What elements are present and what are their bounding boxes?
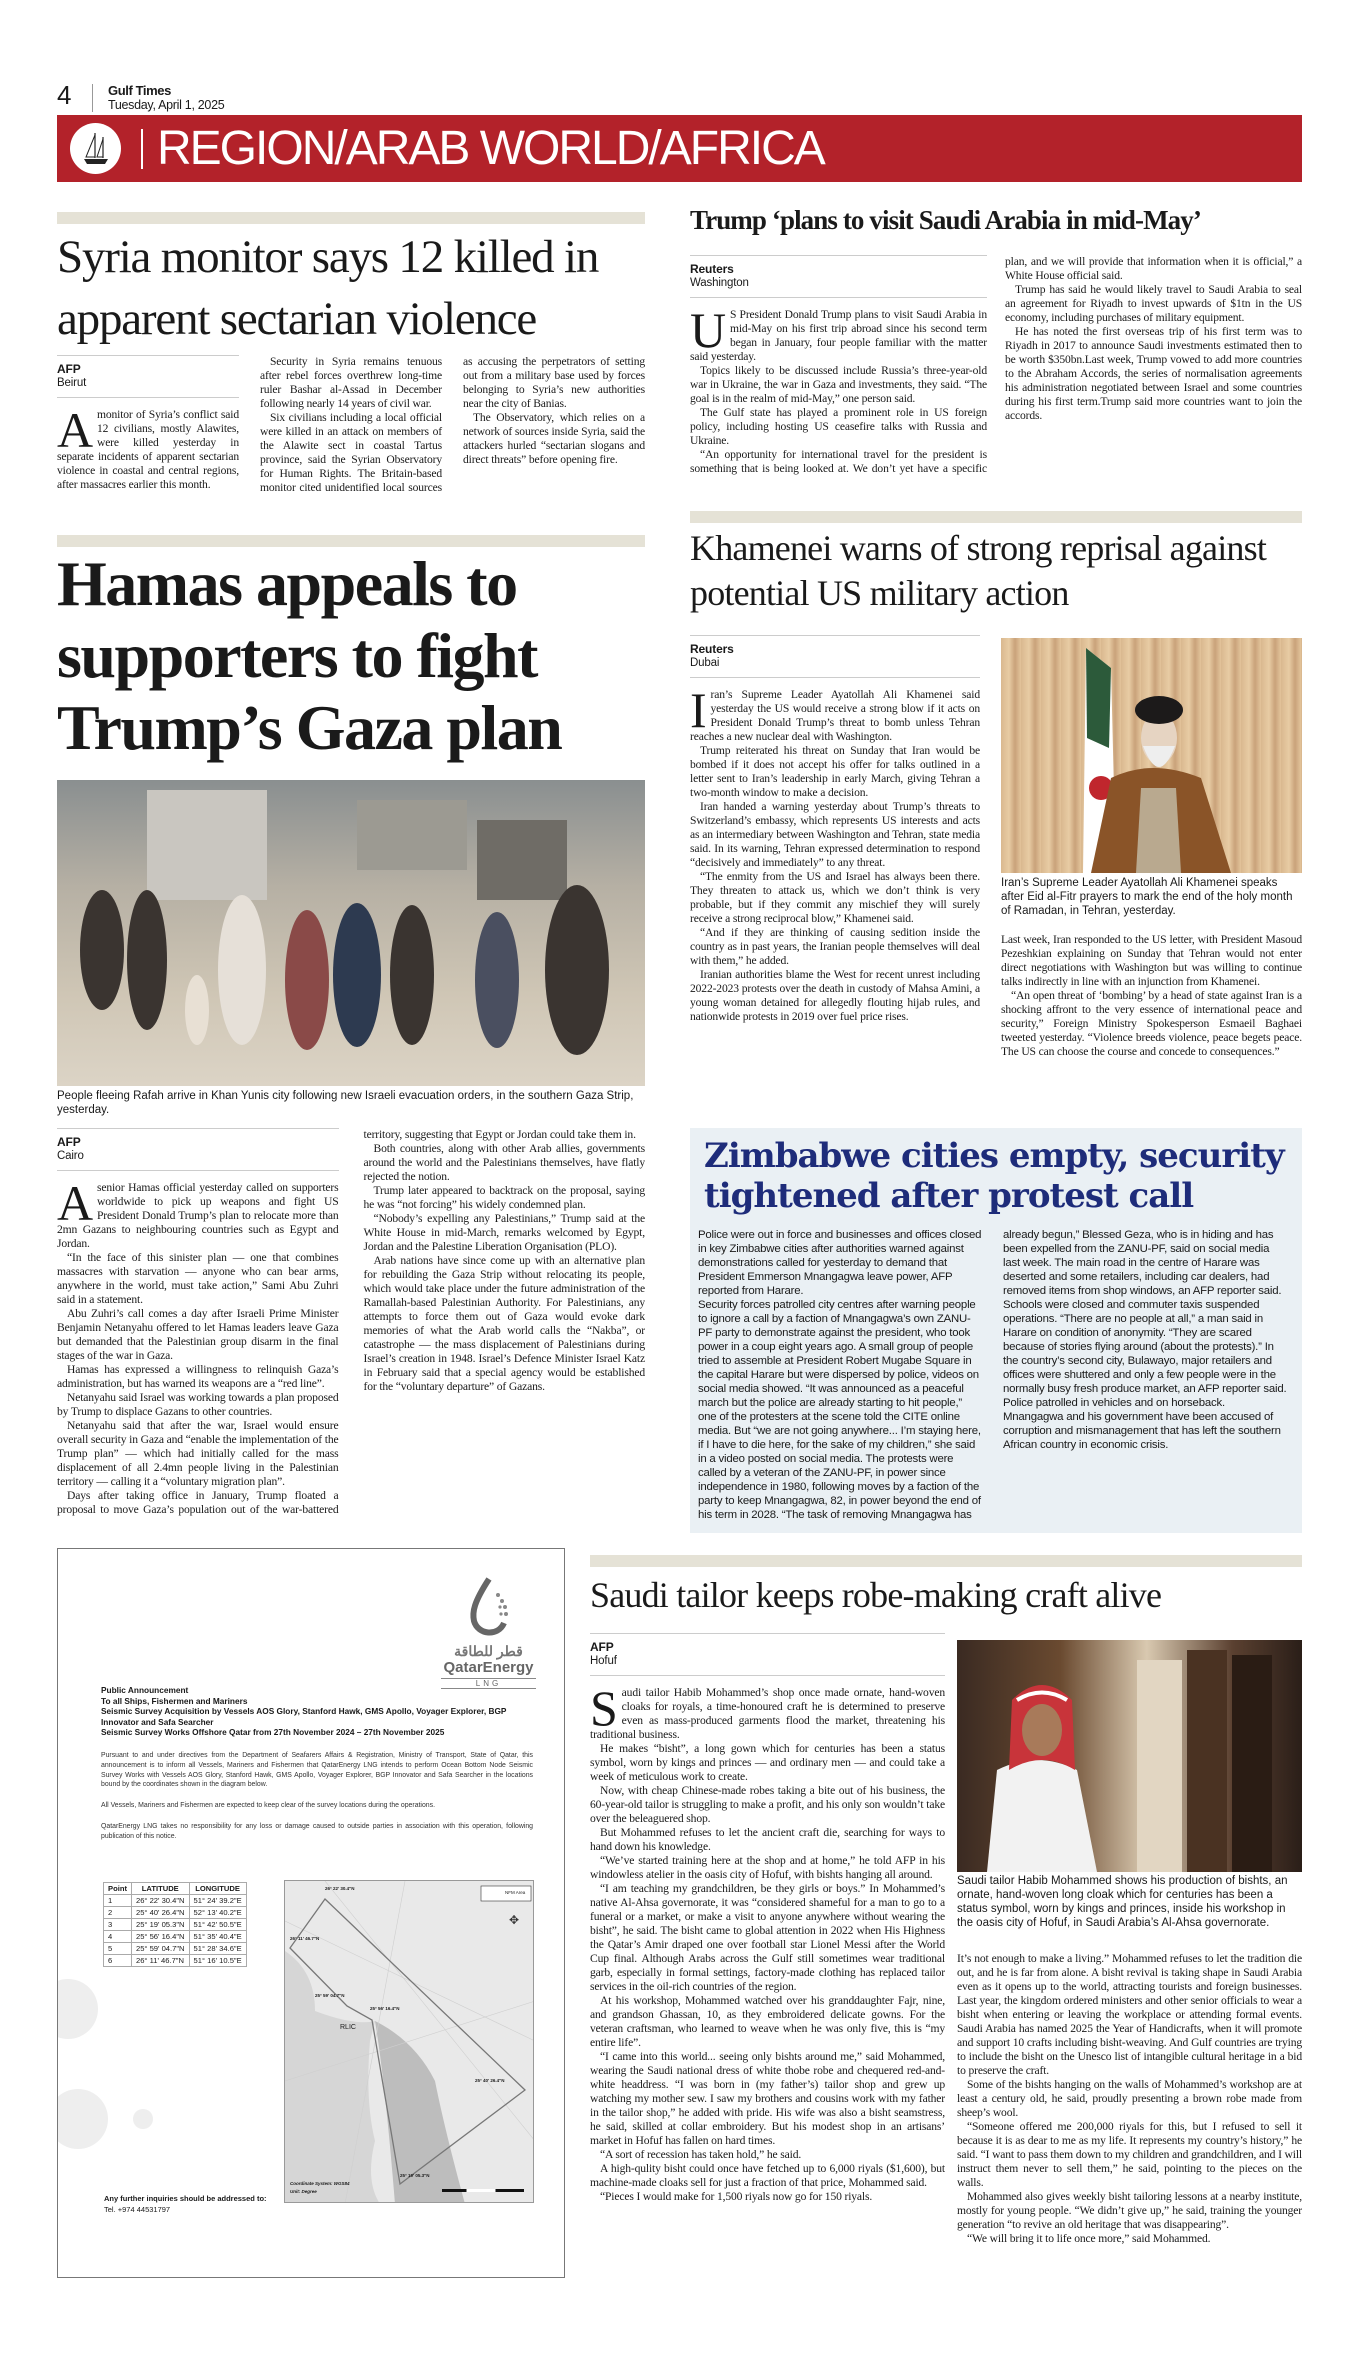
section-banner xyxy=(57,115,1302,182)
trump-headline: Trump ‘plans to visit Saudi Arabia in mid-May’ xyxy=(690,205,1201,235)
paragraph: A high-qulity bisht could once have fetched up to 6,000 riyals ($1,600), but machine-made cloaks sell for just a fraction of that price, Mohammed said. xyxy=(590,2162,945,2189)
tailor-photo-caption: Saudi tailor Habib Mohammed shows his production of bishts, an ornate, hand-woven long cloak which for centuries has been a status symbol, worn by kings and princes, inside his workshop in the oasis city of Hofuf, in Saudi Arabia’s Al-Ahsa governorate. xyxy=(957,1875,1288,1929)
paragraph: Hamas has expressed a willingness to relinquish Gaza’s administration, but has warned its weapons are a “red line”. xyxy=(57,1363,339,1390)
hamas-paragraphs xyxy=(57,1128,645,1528)
table-cell: 51° 28' 34.6"E xyxy=(189,1943,246,1955)
drop-logo-icon xyxy=(464,1577,514,1639)
table-cell: 4 xyxy=(104,1931,132,1943)
saudi-right-paragraphs xyxy=(957,1952,1302,2246)
decorative-dots xyxy=(57,2089,108,2149)
paragraph: Days after taking office in January, Trump floated a proposal to move Gaza’s population out of the war-battered territory, suggesting that Egypt or Jordan could take them in. xyxy=(57,1128,636,1516)
issue-date: Tuesday, April 1, 2025 xyxy=(108,98,225,112)
decorative-dots xyxy=(133,2109,153,2129)
announcement-text xyxy=(101,1751,533,1842)
agency: AFP xyxy=(57,1135,81,1149)
compass-icon: ✥ xyxy=(509,1913,520,1927)
agency: AFP xyxy=(57,362,81,376)
paragraph: Police were out in force and businesses and offices closed in key Zimbabwe cities after authorities warned against demonstrations called for yesterday to demand that President Emmerson Mnangagwa leave power, AFP reported from Harare. xyxy=(698,1229,982,1297)
gaza-photo-caption: People fleeing Rafah arrive in Khan Yunis city following new Israeli evacuation orders, in the southern Gaza Strip, yesterday. xyxy=(57,1090,634,1116)
saudi-top-bar xyxy=(590,1555,1302,1567)
agency: Reuters xyxy=(690,262,734,276)
dateline: Beirut xyxy=(57,377,87,389)
zimbabwe-headline: Zimbabwe cities empty, security tightened after protest call xyxy=(704,1136,1284,1216)
table-cell: 25° 19' 05.3"N xyxy=(131,1919,189,1931)
byline xyxy=(57,355,239,398)
paragraph: Security in Syria remains tenuous after rebel forces overthrew long-time ruler Bashar al-Assad in December following nearly 14 years of civil war. xyxy=(260,355,442,410)
khamenei-top-bar xyxy=(690,511,1302,523)
paragraph: Six civilians including a local official were killed in an attack on members of the Alawite sect in coastal Tartus province, said the Syrian Observatory for Human Rights. The Britain-based monitor cited unidentified local sources as accusing the perpetrators of setting out from a military base used by forces belonging to Syria’s new authorities near the city of Banias. xyxy=(260,355,645,494)
dateline: Dubai xyxy=(690,657,720,669)
khamenei-photo xyxy=(1001,638,1302,873)
table-row xyxy=(104,1955,247,1967)
hamas-article-body xyxy=(57,1128,645,1528)
agency: Reuters xyxy=(690,642,734,656)
coordinates-table xyxy=(103,1882,247,1967)
gaza-photo xyxy=(57,780,645,1086)
paragraph: “An opportunity for international travel for the president is something that is being looked at. We don’t yet have a specific plan, and we will provide that information when it is official,” a White House official said. xyxy=(690,255,1302,475)
saudi-article-body-right xyxy=(957,1952,1302,2282)
title-line: Public Announcement xyxy=(101,1685,189,1695)
paragraph: Security forces patrolled city centres after warning people to ignore a call by a faction of Mnangagwa’s own ZANU-PF party to demonstrate against the president, who took power in a coup eight years ago. A small group of people tried to assemble at President Robert Mugabe Square in the capital Harare but were dispersed by police, videos on social media showed. “It was announced as a peaceful march but the police are already starting to hit people,” one of the protesters at the scene told the CITE online media. But “we are not going anywhere... I’m staying here, if I have to die here, for the sake of my children,” she said in a video posted on social media. The protests were called by a veteran of the ZANU-PF, in power since independence in 1980, following moves by a faction of the party to keep Mnangagwa, 82, in power beyond the end of his term in 2028. “The task of removing Mnangagwa has already begun,” Blessed Geza, who is in hiding and has been expelled from the ZANU-PF, said on social media last week. The main road in the centre of Harare was deserted and some retailers, including car dealers, had removed items from shop windows, an AFP reporter said. Schools were closed and commuter taxis suspended operations. “There are no people at all,” a man said in Harare on condition of anonymity. “They are scared because of stories flying around (about the protests).” In the country’s second city, Bulawayo, major retailers and offices were shuttered and only a few people were in the normally busy fresh produce market, an AFP reporter said. Police patrolled in vehicles and on horseback. Mnangagwa and his government have been accused of corruption and mismanagement that has left the southern African country in economic crisis. xyxy=(698,1229,1287,1521)
dateline: Hofuf xyxy=(590,1655,617,1667)
table-row xyxy=(104,1943,247,1955)
dhow-logo-icon xyxy=(70,123,121,174)
map-point-label: 25° 40' 26.4"N xyxy=(475,2078,505,2083)
hamas-top-bar xyxy=(57,535,645,547)
announcement-title xyxy=(101,1685,541,1738)
column-header: LONGITUDE xyxy=(189,1883,246,1895)
table-row xyxy=(104,1931,247,1943)
dateline: Washington xyxy=(690,277,749,289)
paragraph: It’s not enough to make a living.” Mohammed refuses to let the tradition die out, and he is far from alone. A bisht revival is taking shape in Saudi Arabia even as it opens up to the world, attracting tourists and foreign businesses. Last year, the kingdom ordered ministers and other senior officials to wear a bisht when entering or leaving the workplace or attending formal events. Saudi Arabia has named 2025 the Year of Handicrafts, when it will promote and support 10 crafts including bisht-weaving. And Gulf countries are trying to include the bisht on the Unesco list of intangible cultural heritage in a bid to preserve the craft. xyxy=(957,1952,1302,2077)
saudi-headline: Saudi tailor keeps robe-making craft alive xyxy=(590,1575,1162,1615)
agency: AFP xyxy=(590,1640,614,1654)
table-row xyxy=(104,1907,247,1919)
trump-article-body xyxy=(690,255,1302,497)
table-cell: 52° 13' 40.2"E xyxy=(189,1907,246,1919)
map-coord-system: Coordinate System: WGS84 xyxy=(290,2181,350,2186)
saudi-paragraphs xyxy=(590,1680,945,2204)
dateline: Cairo xyxy=(57,1150,84,1162)
zimbabwe-paragraphs xyxy=(698,1228,1288,1523)
paragraph: Some of the bishts hanging on the walls of Mohammed’s workshop are at least a century old, he said, proudly presenting a brown robe made from sheep’s wool. xyxy=(957,2078,1302,2119)
map-point-label: 26° 11' 46.7"N xyxy=(290,1936,320,1941)
paragraph: “In the face of this sinister plan — one that combines massacres with starvation — anyone who can bear arms, anywhere in the world, must take action,” Sami Abu Zuhri said in a statement. xyxy=(57,1251,339,1306)
map-point-label: 25° 59' 04.7"N xyxy=(315,1993,345,1998)
paragraph: Netanyahu said Israel was working towards a plan proposed by Trump to displace Gazans to other countries. xyxy=(57,1391,339,1418)
paragraph: At his workshop, Mohammed watched over his granddaughter Fajr, nine, and grandson Ghassan, 10, as they embroidered delicate gowns. For the veteran craftsman, who learned to weave when he was only five, this is “my entire life”. xyxy=(590,1994,945,2049)
brand-arabic: قطر للطاقة xyxy=(454,1643,523,1659)
khamenei-headline: Khamenei warns of strong reprisal against potential US military action xyxy=(690,528,1267,613)
paragraph: “The enmity from the US and Israel has always been there. They threaten to attack us, which we don’t think is very probable, but if they commit any mischief they will surely receive a strong reciprocal blow,” Khamenei said. xyxy=(690,870,980,925)
map-scale-bar xyxy=(442,2189,524,2192)
paragraph: Saudi tailor Habib Mohammed’s shop once made ornate, hand-woven cloaks for royals, a time-honoured craft he is determined to preserve even as mass-produced garments flood the market, threatening his traditional business. xyxy=(590,1680,945,1741)
title-line: Seismic Survey Works Offshore Qatar from 27th November 2024 – 27th November 2025 xyxy=(101,1727,445,1737)
column-header: LATITUDE xyxy=(131,1883,189,1895)
paragraph: Both countries, along with other Arab allies, governments around the world and the Palestinians themselves, have flatly rejected the notion. xyxy=(363,1142,645,1183)
table-row xyxy=(104,1919,247,1931)
map-point-label: 25° 56' 16.4"N xyxy=(370,2006,400,2011)
paragraph: QatarEnergy LNG takes no responsibility for any loss or damage caused to outside parties in association with this operation, following publication of this notice. xyxy=(101,1822,533,1840)
paragraph: But Mohammed refuses to let the ancient craft die, searching for ways to hand down his knowledge. xyxy=(590,1826,945,1853)
paragraph: All Vessels, Mariners and Fishermen are expected to keep clear of the survey locations during the operations. xyxy=(101,1802,435,1810)
paragraph: “A sort of recession has taken hold,” he said. xyxy=(600,2148,802,2161)
paragraph: Topics likely to be discussed include Russia’s three-year-old war in Ukraine, the war in Gaza and investments, they said. “The goal is in the realm of mid-May,” one person said. xyxy=(690,364,987,405)
paragraph: “An open threat of ‘bombing’ by a head of state against Iran is a shocking affront to the very essence of international peace and security,” Foreign Ministry Spokesperson Esmaeil Baghaei tweeted yesterday. “Violence breeds violence, peace begets peace. The US can choose the course and concede to consequences.” xyxy=(1001,989,1302,1058)
khamenei-article-body-right xyxy=(1001,933,1302,1113)
table-cell: 26° 11' 46.7"N xyxy=(131,1955,189,1967)
table-cell: 25° 56' 16.4"N xyxy=(131,1931,189,1943)
paragraph: “We will bring it to life once more,” said Mohammed. xyxy=(967,2232,1211,2245)
brand-name: QatarEnergy xyxy=(443,1659,534,1676)
byline xyxy=(590,1633,945,1676)
table-cell: 25° 59' 04.7"N xyxy=(131,1943,189,1955)
zimbabwe-article-body xyxy=(698,1228,1288,1523)
decorative-dots xyxy=(57,1979,98,2039)
survey-map xyxy=(284,1880,534,2203)
paragraph: He makes “bisht”, a long gown which for centuries has been a status symbol, worn by kings and princes — and ordinary men — and could take a week of meticulous work to create. xyxy=(590,1742,945,1783)
table-cell: 2 xyxy=(104,1907,132,1919)
table-cell: 6 xyxy=(104,1955,132,1967)
table-cell: 26° 22' 30.4"N xyxy=(131,1895,189,1907)
column-header: Point xyxy=(104,1883,132,1895)
paragraph: “We’ve started training here at the shop and at home,” he told AFP in his windowless atelier in the oasis city of Hofuf, with bishts hanging all around. xyxy=(590,1854,945,1881)
brand-sub: LNG xyxy=(441,1678,536,1689)
masthead-divider xyxy=(92,84,93,112)
paragraph: Trump reiterated his threat on Sunday that Iran would be bombed if it does not accept his offer for talks outlined in a letter sent to Iran’s leadership in early March, giving Tehran a two-month window to make a decision. xyxy=(690,744,980,799)
title-line: To all Ships, Fishermen and Mariners xyxy=(101,1695,248,1706)
paragraph: Asenior Hamas official yesterday called on supporters worldwide to pick up weapons and fight US President Donald Trump’s plan to relocate more than 2mn Gazans to neighbouring countries such as Egypt and Jordan. xyxy=(57,1175,339,1250)
page-number: 4 xyxy=(57,80,72,110)
table-cell: 51° 16' 10.5"E xyxy=(189,1955,246,1967)
syria-top-bar xyxy=(57,212,645,224)
map-point-label: 26° 22' 30.4"N xyxy=(325,1886,355,1891)
paragraph: Iranian authorities blame the West for recent unrest including 2022-2023 protests over the death in custody of Mahsa Amini, a young woman detained for allegedly flouting hijab rules, and nationwide protests in 2019 over fuel price rises. xyxy=(690,968,980,1023)
inquiries-phone: Tel. +974 44531797 xyxy=(104,2205,171,2214)
khamenei-article-body xyxy=(690,635,980,1110)
table-row xyxy=(104,1895,247,1907)
paragraph: “Pieces I would make for 1,500 riyals now go for 150 riyals. xyxy=(600,2190,873,2203)
map-city-label: RLIC xyxy=(340,2024,356,2031)
paragraph: Now, with cheap Chinese-made robes taking a bite out of his business, the 60-year-old tailor is struggling to make a profit, and his only son wouldn’t take over the beleaguered shop. xyxy=(590,1784,945,1825)
byline xyxy=(690,635,980,678)
paragraph: Iran’s Supreme Leader Ayatollah Ali Khamenei said yesterday the US would receive a strong blow if it acts on President Donald Trump’s threat to bomb unless Tehran reaches a new nuclear deal with Washington. xyxy=(690,682,980,743)
banner-divider xyxy=(141,129,143,169)
table-cell: 1 xyxy=(104,1895,132,1907)
paragraph: Trump later appeared to backtrack on the proposal, saying he was “not forcing” his widely condemned plan. xyxy=(363,1184,645,1211)
paragraph: Arab nations have since come up with an alternative plan for rebuilding the Gaza Strip without relocating its people, which would take place under the future administration of the Ramallah-based Palestinian Authority. For Palestinians, any attempts to force them out of Gaza would evoke dark memories of what the Arab world calls the “Nakba”, or catastrophe — the mass displacement of Palestinians during Israel’s creation in 1948. Israel’s Defence Minister Israel Katz in February said that a special agency would be established for the “voluntary departure” of Gazans. xyxy=(363,1254,645,1393)
qatarenergy-advertisement xyxy=(57,1548,565,2278)
paragraph: “I am teaching my grandchildren, be they girls or boys.” In Mohammed’s native Al-Ahsa governorate, it was “considered shameful for a man to go to a funeral or a market, or make a visit to anyone anywhere without wearing the bisht”, he said. The bisht came to global attention in 2022 when His Highness the Qatar’s Amir draped one over football star Lionel Messi after the World Cup final. Although Arabs across the Gulf still sometimes wear traditional garb, especially in formal settings, factory-made clothing has replaced tailor services in the oil-rich countries of the region. xyxy=(590,1882,945,1993)
khamenei-paragraphs xyxy=(690,682,980,1024)
syria-headline: Syria monitor says 12 killed in apparent sectarian violence xyxy=(57,231,599,345)
paragraph: Amonitor of Syria’s conflict said 12 civilians, mostly Alawites, were killed yesterday in separate incidents of apparent sectarian violence in coastal and central regions, after massacres earlier this month. xyxy=(57,402,239,491)
paragraph: “I came into this world... seeing only bishts around me,” said Mohammed, wearing the Saudi national dress of white thobe robe and chequered red-and-white headdress. “I was born in (my father’s) tailor shop and grew up watching my mother sew. I saw my brothers and cousins work with my father in the tailor shop,” he added with pride. His wife was also a bisht seamstress, he said, skilled at collar embroidery. But his modest shop in an artisans’ market in Hofuf has fallen on hard times. xyxy=(590,2050,945,2147)
table-cell: 51° 35' 40.4"E xyxy=(189,1931,246,1943)
paragraph: “Someone offered me 200,000 riyals for this, but I refused to sell it because it is as dear to me as my life. It represents my country’s history,” he said. “I want to pass them down to my children and grandchildren, and I will instruct them never to sell them,” he said, pointing to the pieces on the walls. xyxy=(957,2120,1302,2189)
title-line: Seismic Survey Acquisition by Vessels AOS Glory, Stanford Hawk, GMS Apollo, Voyager Explorer, BGP Innovator and Safa Searcher xyxy=(101,1706,507,1727)
table-cell: 3 xyxy=(104,1919,132,1931)
paper-name: Gulf Times xyxy=(108,83,171,98)
paragraph: US President Donald Trump plans to visit Saudi Arabia in mid-May on his first trip abroad since his second term began in January, four people familiar with the matter said yesterday. xyxy=(690,302,987,363)
table-cell: 51° 24' 39.2"E xyxy=(189,1895,246,1907)
syria-article-body xyxy=(57,355,645,507)
qatarenergy-logo xyxy=(441,1577,536,1689)
inquiries xyxy=(104,2193,274,2215)
paragraph: The Gulf state has played a prominent role in US foreign policy, including hosting US ceasefire talks with Russia and Ukraine. xyxy=(690,406,987,447)
paragraph: Pursuant to and under directives from the Department of Seafarers Affairs & Registration, Ministry of Transport, State of Qatar, this announcement is to inform all Vessels, Mariners and Fishermen that QatarEnergy LNG intends to perform Ocean Bottom Node Seismic Survey Works with Vessels AOS Glory, Stanford Hawk, GMS Apollo, Voyager Explorer, BGP Innovator and Safa Searcher in the locations bound by the coordinates shown in the diagram below. xyxy=(101,1752,533,1789)
hamas-headline: Hamas appeals to supporters to fight Trump’s Gaza plan xyxy=(57,548,562,763)
paragraph: “And if they are thinking of causing sedition inside the country as in past years, the Iranian people themselves will deal with them,” he added. xyxy=(690,926,980,967)
map-legend: NFM Area xyxy=(505,1890,526,1895)
paragraph: Mohammed also gives weekly bisht tailoring lessons at a nearby institute, mostly for young people. “We didn’t give up,” he said, training the younger generation “to revive an old heritage that was disappearing”. xyxy=(957,2190,1302,2231)
table-cell: 5 xyxy=(104,1943,132,1955)
paragraph: Trump has said he would likely travel to Saudi Arabia to seal an agreement for Riyadh to invest upwards of $1tn in the US economy, including purchases of military equipment. xyxy=(1005,283,1302,324)
paragraph: Iran handed a warning yesterday about Trump’s threats to Switzerland’s embassy, which represents US interests and acts as an intermediary between Washington and Tehran, state media said. In its warning, Tehran expressed determination to respond “decisively and immediately” to any threat. xyxy=(690,800,980,869)
section-title: REGION/ARAB WORLD/AFRICA xyxy=(157,122,824,175)
byline xyxy=(690,255,987,298)
paragraph: Netanyahu said that after the war, Israel would ensure overall security in Gaza and “enable the implementation of the Trump plan” — which had initially called for the mass displacement of all 2.4mn people living in the Palestinian territory — calling it a “voluntary migration plan”. xyxy=(57,1419,339,1488)
zimbabwe-box xyxy=(690,1128,1302,1533)
saudi-article-body xyxy=(590,1633,945,2283)
paragraph: He has noted the first overseas trip of his first term was to Riyadh in 2017 to announce Saudi investments estimated then to be worth $350bn.Last week, Trump vowed to add more countries to the Abraham Accords, the series of normalisation agreements his administration negotiated between Israel and some countries during his first term.Trump said more countries want to join the accords. xyxy=(1005,325,1302,422)
map-unit: Unit: Degree xyxy=(290,2189,317,2194)
tailor-photo xyxy=(957,1640,1302,1872)
paragraph: Last week, Iran responded to the US letter, with President Masoud Pezeshkian explaining on Sunday that Tehran would not enter direct negotiations with Washington but was willing to continue talks indirectly in line with an injunction from Khamenei. xyxy=(1001,933,1302,988)
paragraph: Abu Zuhri’s call comes a day after Israeli Prime Minister Benjamin Netanyahu offered to let Hamas leaders leave Gaza but demanded that the Palestinian group disarm in the final stages of the war in Gaza. xyxy=(57,1307,339,1362)
paragraph: The Observatory, which relies on a network of sources inside Syria, said the attackers hurled “sectarian slogans and direct threats” before opening fire. xyxy=(463,411,645,466)
khamenei-photo-caption: Iran’s Supreme Leader Ayatollah Ali Khamenei speaks after Eid al-Fitr prayers to mark the end of the holy month of Ramadan, in Tehran, yesterday. xyxy=(1001,877,1293,917)
paragraph: “Nobody’s expelling any Palestinians,” Trump said at the White House in mid-March, remarks welcomed by Egypt, Jordan and the Palestine Liberation Organisation (PLO). xyxy=(363,1212,645,1253)
inquiries-text: Any further inquiries should be addressed to: xyxy=(104,2194,267,2203)
table-cell: 51° 42' 50.5"E xyxy=(189,1919,246,1931)
map-point-label: 25° 19' 05.3"N xyxy=(400,2173,430,2178)
table-cell: 25° 40' 26.4"N xyxy=(131,1907,189,1919)
khamenei-right-paragraphs xyxy=(1001,933,1302,1059)
byline xyxy=(57,1128,339,1171)
